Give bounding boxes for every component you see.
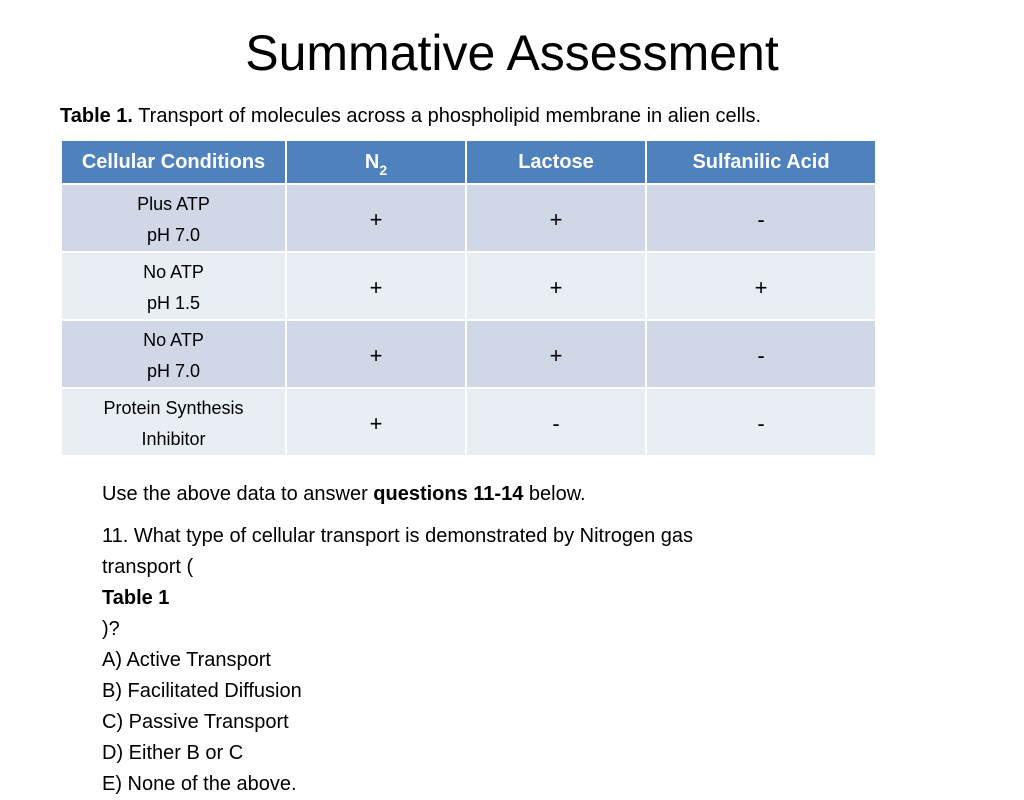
n2-cell: +: [286, 388, 466, 456]
table-caption: [60, 102, 761, 130]
condition-line: pH 1.5: [146, 293, 201, 313]
instructions-text: [102, 480, 586, 508]
answer-option-a: A) Active Transport: [102, 649, 271, 671]
answer-option-d: D) Either B or C: [102, 742, 244, 764]
lactose-cell: -: [466, 388, 646, 456]
question-11: [102, 521, 862, 800]
transport-table: [60, 139, 877, 457]
header-lactose: Lactose: [466, 140, 646, 184]
slide-title: Summative Assessment: [245, 25, 779, 81]
question-stem-line: [102, 552, 862, 645]
question-stem-bold: Table 1: [102, 587, 170, 609]
n2-cell: +: [286, 252, 466, 320]
condition-line: Inhibitor: [141, 429, 206, 449]
answer-option-c: C) Passive Transport: [102, 711, 289, 733]
question-stem-suffix: )?: [102, 618, 120, 640]
sulfanilic-cell: -: [646, 184, 876, 252]
sulfanilic-cell: -: [646, 388, 876, 456]
header-n2-subscript: 2: [379, 161, 388, 178]
condition-cell: [61, 320, 286, 388]
question-stem-line: 11. What type of cellular transport is demonstrated by Nitrogen gas: [102, 525, 694, 547]
n2-cell: +: [286, 184, 466, 252]
instructions-prefix: Use the above data to answer: [102, 483, 374, 505]
table-row: [61, 388, 876, 456]
lactose-cell: +: [466, 184, 646, 252]
header-n2-main: N: [364, 150, 380, 173]
table-caption-text: Transport of molecules across a phospholipid membrane in alien cells.: [133, 105, 762, 127]
answer-option-e: E) None of the above.: [102, 773, 297, 795]
lactose-cell: +: [466, 252, 646, 320]
condition-cell: [61, 184, 286, 252]
header-cellular-conditions: Cellular Conditions: [61, 140, 286, 184]
condition-line: Plus ATP: [137, 194, 210, 214]
table-row: [61, 252, 876, 320]
condition-line: pH 7.0: [146, 225, 201, 245]
table-header-row: [61, 140, 876, 184]
question-stem-prefix: transport (: [102, 556, 194, 578]
header-n2: [286, 140, 466, 184]
header-sulfanilic-acid: Sulfanilic Acid: [646, 140, 876, 184]
table-caption-label: Table 1.: [60, 105, 133, 127]
table-row: [61, 320, 876, 388]
sulfanilic-cell: +: [646, 252, 876, 320]
condition-line: No ATP: [143, 330, 204, 350]
answer-option-b: B) Facilitated Diffusion: [102, 680, 302, 702]
instructions-suffix: below.: [523, 483, 586, 505]
n2-cell: +: [286, 320, 466, 388]
lactose-cell: +: [466, 320, 646, 388]
instructions-bold: questions 11-14: [373, 483, 524, 505]
condition-line: pH 7.0: [146, 361, 201, 381]
condition-cell: [61, 388, 286, 456]
condition-line: Protein Synthesis: [103, 398, 244, 418]
sulfanilic-cell: -: [646, 320, 876, 388]
condition-cell: [61, 252, 286, 320]
table-row: [61, 184, 876, 252]
condition-line: No ATP: [143, 262, 204, 282]
